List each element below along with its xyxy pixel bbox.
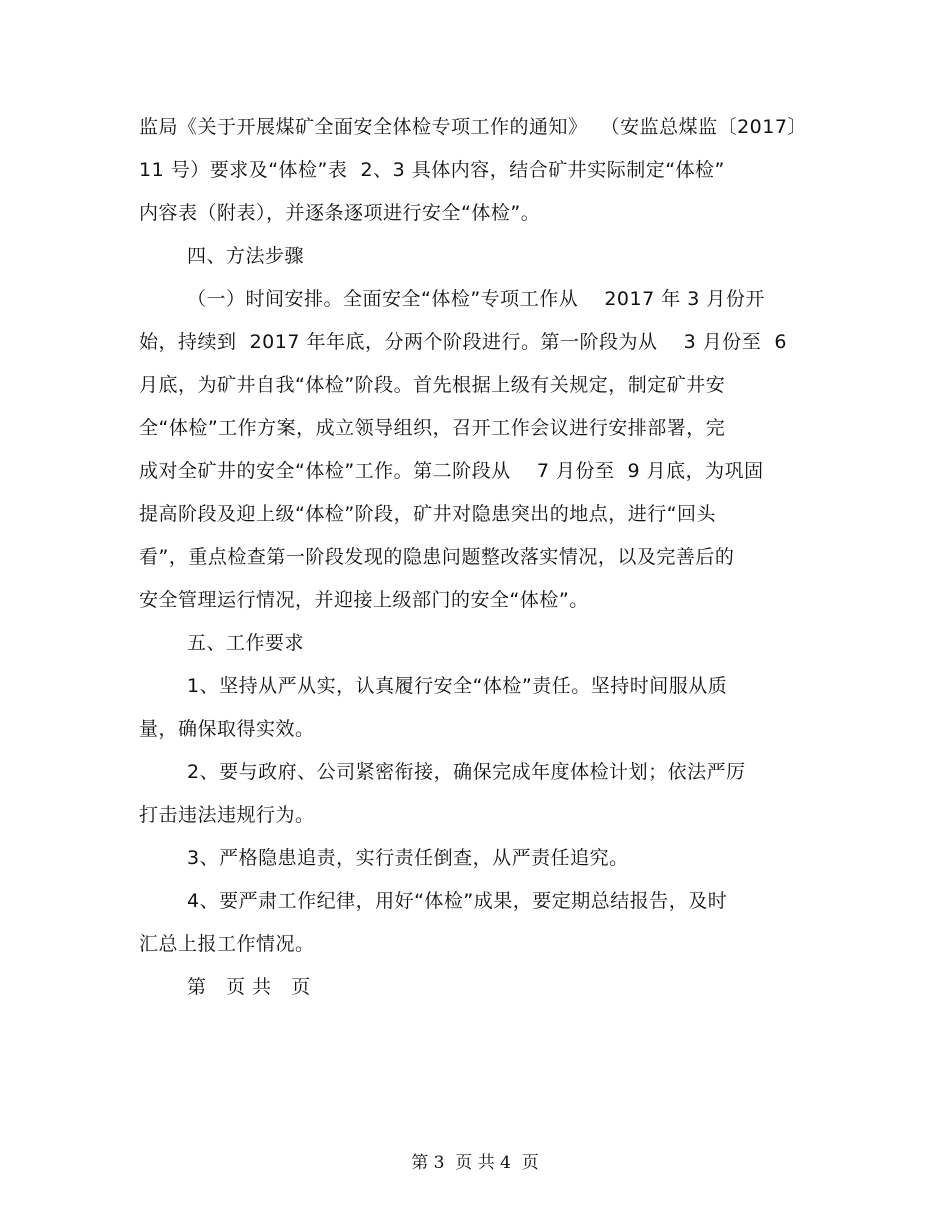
body-line-20: 汇总上报工作情况。: [139, 933, 315, 955]
body-line-3: 内容表（附表），并逐条逐项进行安全“体检”。: [139, 202, 541, 224]
body-line-10: 提高阶段及迎上级“体检”阶段，矿井对隐患突出的地点，进行“回头: [139, 503, 717, 525]
section-heading-methods: 四、方法步骤: [187, 245, 305, 267]
inline-page-placeholder: 第 页 共 页: [187, 976, 311, 998]
body-line-14: 1、坚持从严从实，认真履行安全“体检”责任。坚持时间服从质: [187, 675, 728, 697]
body-line-18: 3、严格隐患追责，实行责任倒查，从严责任追究。: [187, 847, 629, 869]
body-line-1: 监局《关于开展煤矿全面安全体检专项工作的通知》 （安监总煤监〔2017〕: [139, 116, 807, 138]
body-line-5: （一）时间安排。全面安全“体检”专项工作从 2017 年 3 月份开: [187, 288, 765, 310]
body-line-7: 月底，为矿井自我“体检”阶段。首先根据上级有关规定，制定矿井安: [139, 374, 726, 396]
body-line-12: 安全管理运行情况，并迎接上级部门的安全“体检”。: [139, 589, 589, 611]
body-line-2: 11 号）要求及“体检”表 2、3 具体内容，结合矿井实际制定“体检”: [139, 159, 725, 181]
body-line-9: 成对全矿井的安全“体检”工作。第二阶段从 7 月份至 9 月底，为巩固: [139, 460, 764, 482]
body-line-6: 始，持续到 2017 年年底，分两个阶段进行。第一阶段为从 3 月份至 6: [139, 331, 787, 353]
body-line-11: 看”，重点检查第一阶段发现的隐患问题整改落实情况，以及完善后的: [139, 546, 735, 568]
body-line-17: 打击违法违规行为。: [139, 804, 315, 826]
body-line-8: 全“体检”工作方案，成立领导组织，召开工作会议进行安排部署，完: [139, 417, 726, 439]
body-line-19: 4、要严肃工作纪律，用好“体检”成果，要定期总结报告，及时: [187, 890, 728, 912]
body-line-16: 2、要与政府、公司紧密衔接，确保完成年度体检计划；依法严厉: [187, 761, 746, 783]
section-heading-requirements: 五、工作要求: [187, 632, 305, 654]
body-line-15: 量，确保取得实效。: [139, 718, 315, 740]
page-footer: 第 3 页 共 4 页: [411, 1153, 539, 1173]
